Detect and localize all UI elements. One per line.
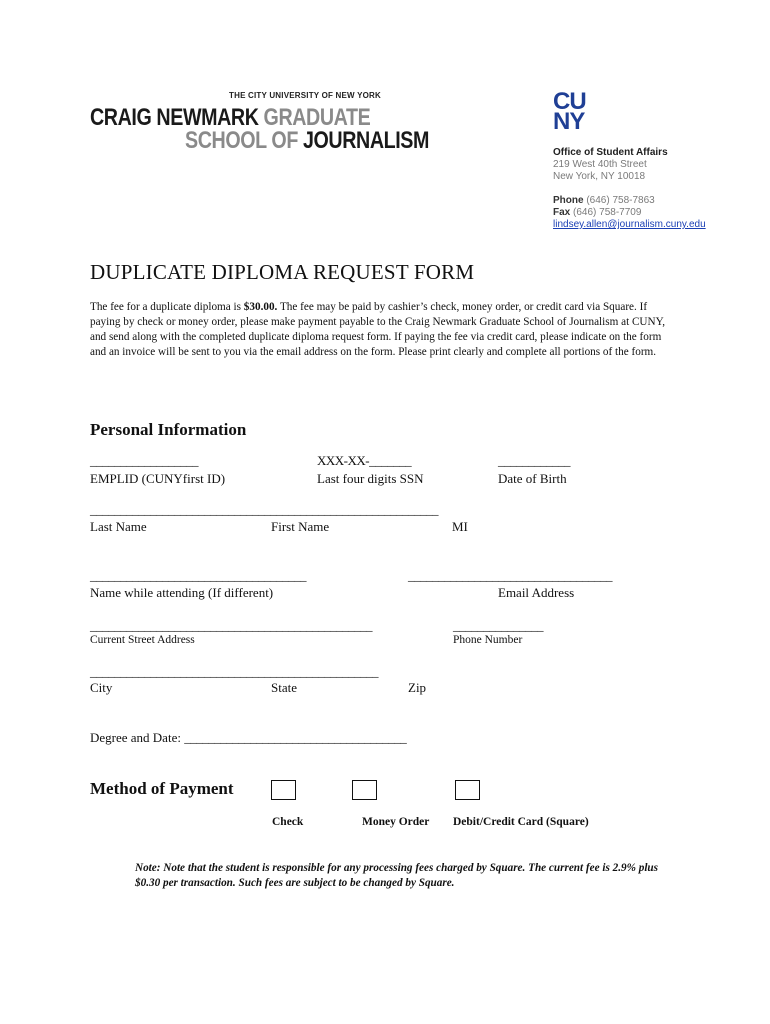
last-name-label: Last Name (90, 519, 147, 534)
degree-date-field[interactable] (90, 730, 406, 746)
office-phone (553, 195, 655, 207)
cuny-logo-bottom: NY (553, 108, 585, 135)
logo-craig-newmark: CRAIG NEWMARK (90, 104, 259, 131)
payment-note: Note: Note that the student is responsible for any processing fees charged by Square. The current fee is 2.9% plus $0.30 per transaction. Such fees are subject to be changed by Square. (135, 862, 659, 889)
state-label: State (271, 680, 297, 695)
phone-value: (646) 758-7863 (583, 195, 655, 206)
cuny-logo (553, 88, 586, 135)
ssn-line[interactable]: XXX-XX-_______ (317, 453, 412, 468)
name-line[interactable]: __________________________________________________________ (90, 502, 438, 517)
ssn-label: Last four digits SSN (317, 471, 424, 486)
degree-date-label: Degree and Date: (90, 730, 185, 745)
attending-name-label: Name while attending (If different) (90, 585, 274, 600)
check-label: Check (272, 816, 304, 828)
office-title: Office of Student Affairs (553, 147, 668, 158)
phone-line[interactable]: _______________ (453, 618, 543, 633)
office-fax (553, 207, 641, 219)
intro-post: The fee may be paid by cashier’s check, money order, or credit card via Square. If paying by check or money order, please make payment payable to the Craig Newmark Graduate School of Journalism at CUNY, and send along with the completed duplicate diploma request form. If paying the fee via credit card, please indicate on the form and an invoice will be sent to you via the email address on the form. Please print clearly and complete all portions of the form. (90, 301, 666, 358)
money-order-checkbox[interactable] (352, 780, 377, 800)
logo-journalism: JOURNALISM (297, 127, 430, 154)
dob-label: Date of Birth (498, 471, 567, 486)
logo-school-name-line2 (185, 127, 429, 155)
office-city: New York, NY 10018 (553, 171, 646, 182)
payment-heading: Method of Payment (90, 779, 234, 798)
street-label: Current Street Address (90, 634, 195, 646)
mi-label: MI (452, 519, 468, 534)
fax-label: Fax (553, 207, 571, 218)
email-label: Email Address (498, 585, 575, 600)
fax-value: (646) 758-7709 (570, 207, 642, 218)
money-order-label: Money Order (362, 816, 430, 828)
intro-fee: $30.00. (243, 301, 278, 313)
dob-line[interactable]: ____________ (498, 453, 570, 468)
office-email[interactable] (553, 219, 706, 231)
city-line[interactable]: ________________________________________________ (90, 664, 378, 679)
attending-name-line[interactable]: ____________________________________ (90, 568, 306, 583)
phone-label: Phone (553, 195, 584, 206)
office-street: 219 West 40th Street (553, 159, 647, 170)
degree-date-line[interactable]: _____________________________________ (184, 730, 407, 745)
intro-paragraph (90, 300, 680, 360)
emplid-line[interactable]: __________________ (90, 453, 198, 468)
city-label: City (90, 680, 113, 695)
check-checkbox[interactable] (271, 780, 296, 800)
cuny-logo-top: CU (553, 88, 586, 115)
personal-info-heading: Personal Information (90, 420, 247, 439)
logo-school-of: SCHOOL OF (185, 127, 298, 154)
email-line[interactable]: __________________________________ (408, 568, 612, 583)
logo-university-line: THE CITY UNIVERSITY OF NEW YORK (229, 91, 381, 100)
email-link[interactable]: lindsey.allen@journalism.cuny.edu (553, 219, 706, 230)
first-name-label: First Name (271, 519, 330, 534)
intro-pre: The fee for a duplicate diploma is (90, 301, 244, 313)
phone-label: Phone Number (453, 634, 523, 646)
form-title: DUPLICATE DIPLOMA REQUEST FORM (90, 260, 475, 284)
emplid-label: EMPLID (CUNYfirst ID) (90, 471, 226, 486)
street-line[interactable]: _______________________________________________ (90, 618, 372, 633)
zip-label: Zip (408, 680, 427, 695)
card-checkbox[interactable] (455, 780, 480, 800)
card-label: Debit/Credit Card (Square) (453, 816, 589, 828)
logo-graduate: GRADUATE (258, 104, 371, 131)
